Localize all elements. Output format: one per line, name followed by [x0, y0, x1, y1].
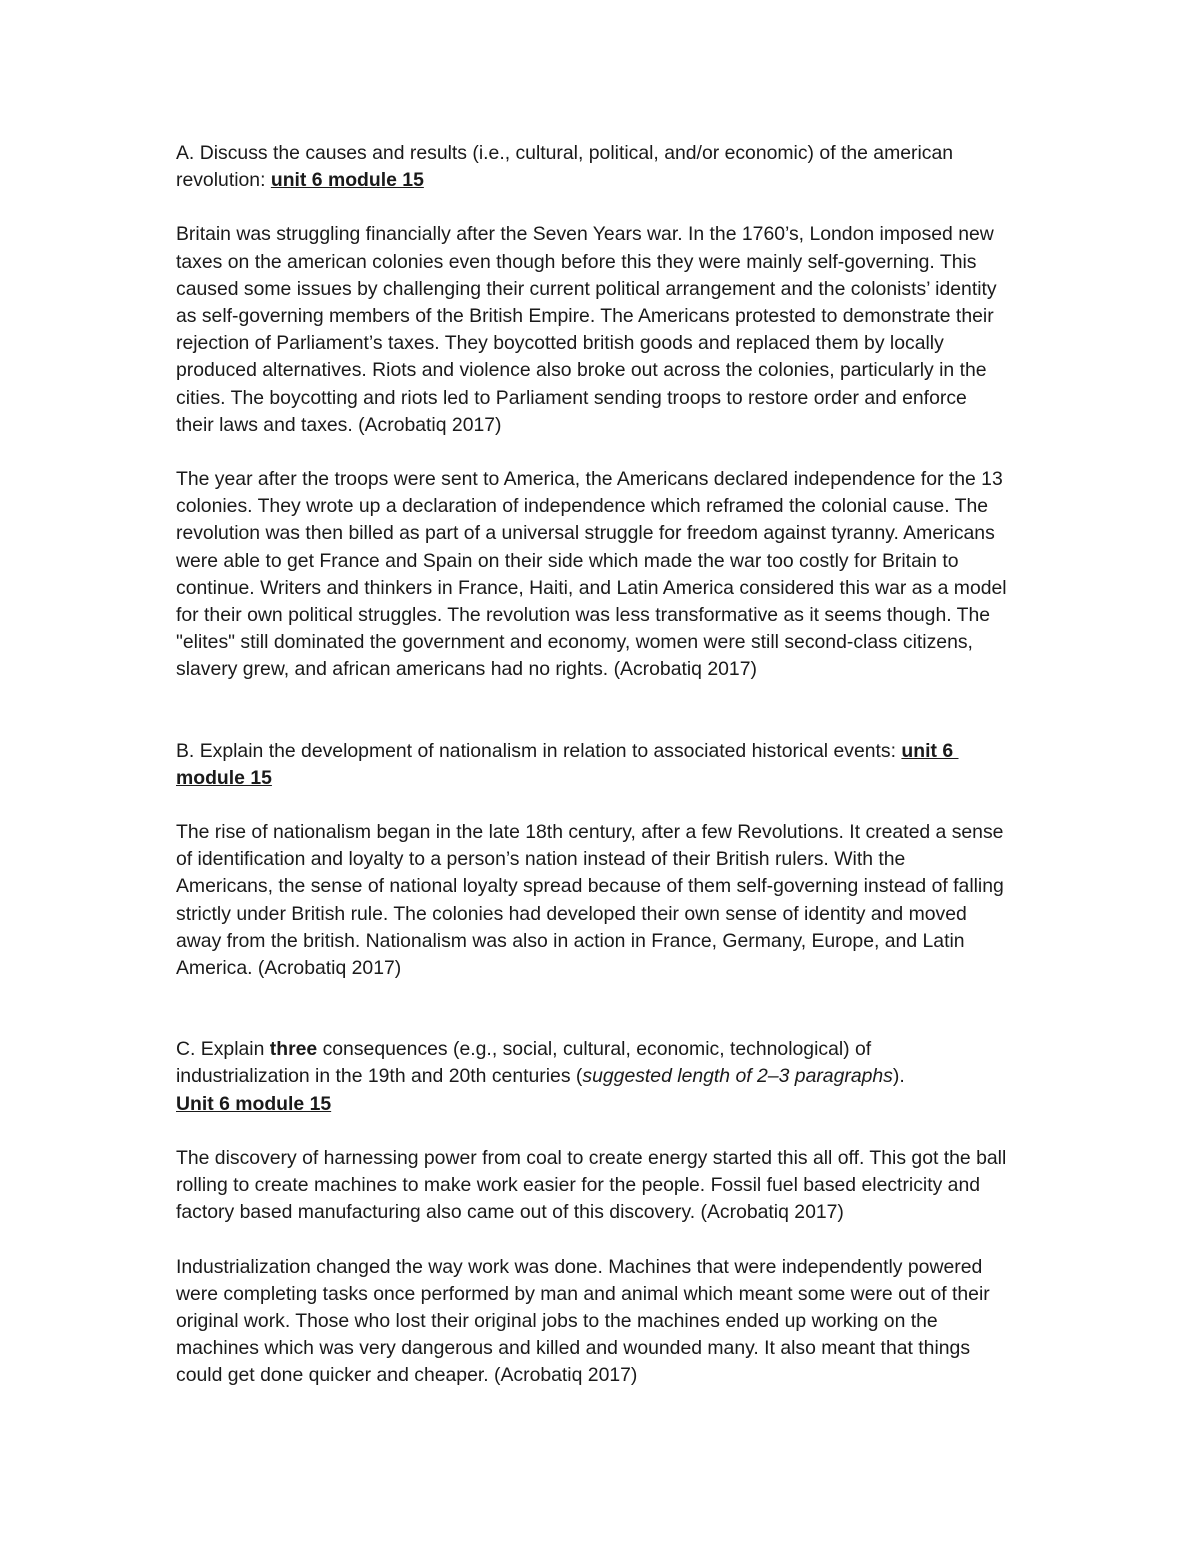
question-b-line1: B. Explain the development of nationalism in relation to associated historical events:: [176, 739, 902, 762]
question-c-line2-part2: ).: [892, 1065, 905, 1088]
question-b-reference-part2: module 15: [176, 766, 272, 789]
document-page: [176, 140, 1076, 1390]
question-a-prompt: [176, 140, 1076, 194]
question-c-line2-part1: industrialization in the 19th and 20th centuries (: [176, 1065, 583, 1088]
answer-a-paragraph-2: The year after the troops were sent to America, the Americans declared independence for the 13 colonies. They wrote up a declaration of independence which reframed the colonial cause. The revolution was then billed as part of a universal struggle for freedom against tyranny. Americans were able to get France and Spain on their side which made the war too costly for Britain to continue. Writers and thinkers in France, Haiti, and Latin America considered this war as a model for their own political struggles. The revolution was less transformative as it seems though. The "elites" still dominated the government and economy, women were still second-class citizens, slavery grew, and african americans had no rights. (Acrobatiq 2017): [176, 468, 1007, 681]
question-c-prompt: [176, 1036, 1076, 1118]
question-a-line1: A. Discuss the causes and results (i.e., cultural, political, and/or economic) of the american: [176, 142, 954, 164]
question-b-prompt: [176, 738, 1076, 792]
question-c-part2: consequences (e.g., social, cultural, economic, technological) of: [317, 1038, 872, 1061]
question-a-line2: revolution:: [176, 169, 271, 192]
question-c-part1: C. Explain: [176, 1038, 270, 1061]
question-b-reference-part1: unit 6: [901, 739, 959, 762]
question-c-bold: three: [269, 1038, 318, 1061]
answer-c-paragraph-1: The discovery of harnessing power from coal to create energy started this all off. This got the ball rolling to create machines to make work easier for the people. Fossil fuel based electricity and factory based manufacturing also came out of this discovery. (Acrobatiq 2017): [176, 1146, 1007, 1224]
answer-b-paragraph-1: The rise of nationalism began in the late 18th century, after a few Revolutions. It created a sense of identification and loyalty to a person’s nation instead of their British rulers. With the Americans, the sense of national loyalty spread because of them self-governing instead of falling strictly under British rule. The colonies had developed their own sense of identity and moved away from the british. Nationalism was also in action in France, Germany, Europe, and Latin America. (Acrobatiq 2017): [176, 821, 1004, 980]
question-c-reference: Unit 6 module 15: [176, 1092, 332, 1115]
answer-c-paragraph-2: Industrialization changed the way work was done. Machines that were independently powered were completing tasks once performed by man and animal which meant some were out of their original work. Those who lost their original jobs to the machines ended up working on the machines which was very dangerous and killed and wounded many. It also meant that things could get done quicker and cheaper. (Acrobatiq 2017): [176, 1255, 990, 1387]
question-c-italic: suggested length of 2–3 paragraphs: [582, 1065, 893, 1088]
answer-a-paragraph-1: Britain was struggling financially after the Seven Years war. In the 1760’s, London imposed new taxes on the american colonies even though before this they were mainly self-governing. This caused some issues by challenging their current political arrangement and the colonists’ identity as self-governing members of the British Empire. The Americans protested to demonstrate their rejection of Parliament’s taxes. They boycotted british goods and replaced them by locally produced alternatives. Riots and violence also broke out across the colonies, particularly in the cities. The boycotting and riots led to Parliament sending troops to restore order and enforce their laws and taxes. (Acrobatiq 2017): [176, 223, 997, 436]
question-a-reference: unit 6 module 15: [270, 169, 424, 192]
